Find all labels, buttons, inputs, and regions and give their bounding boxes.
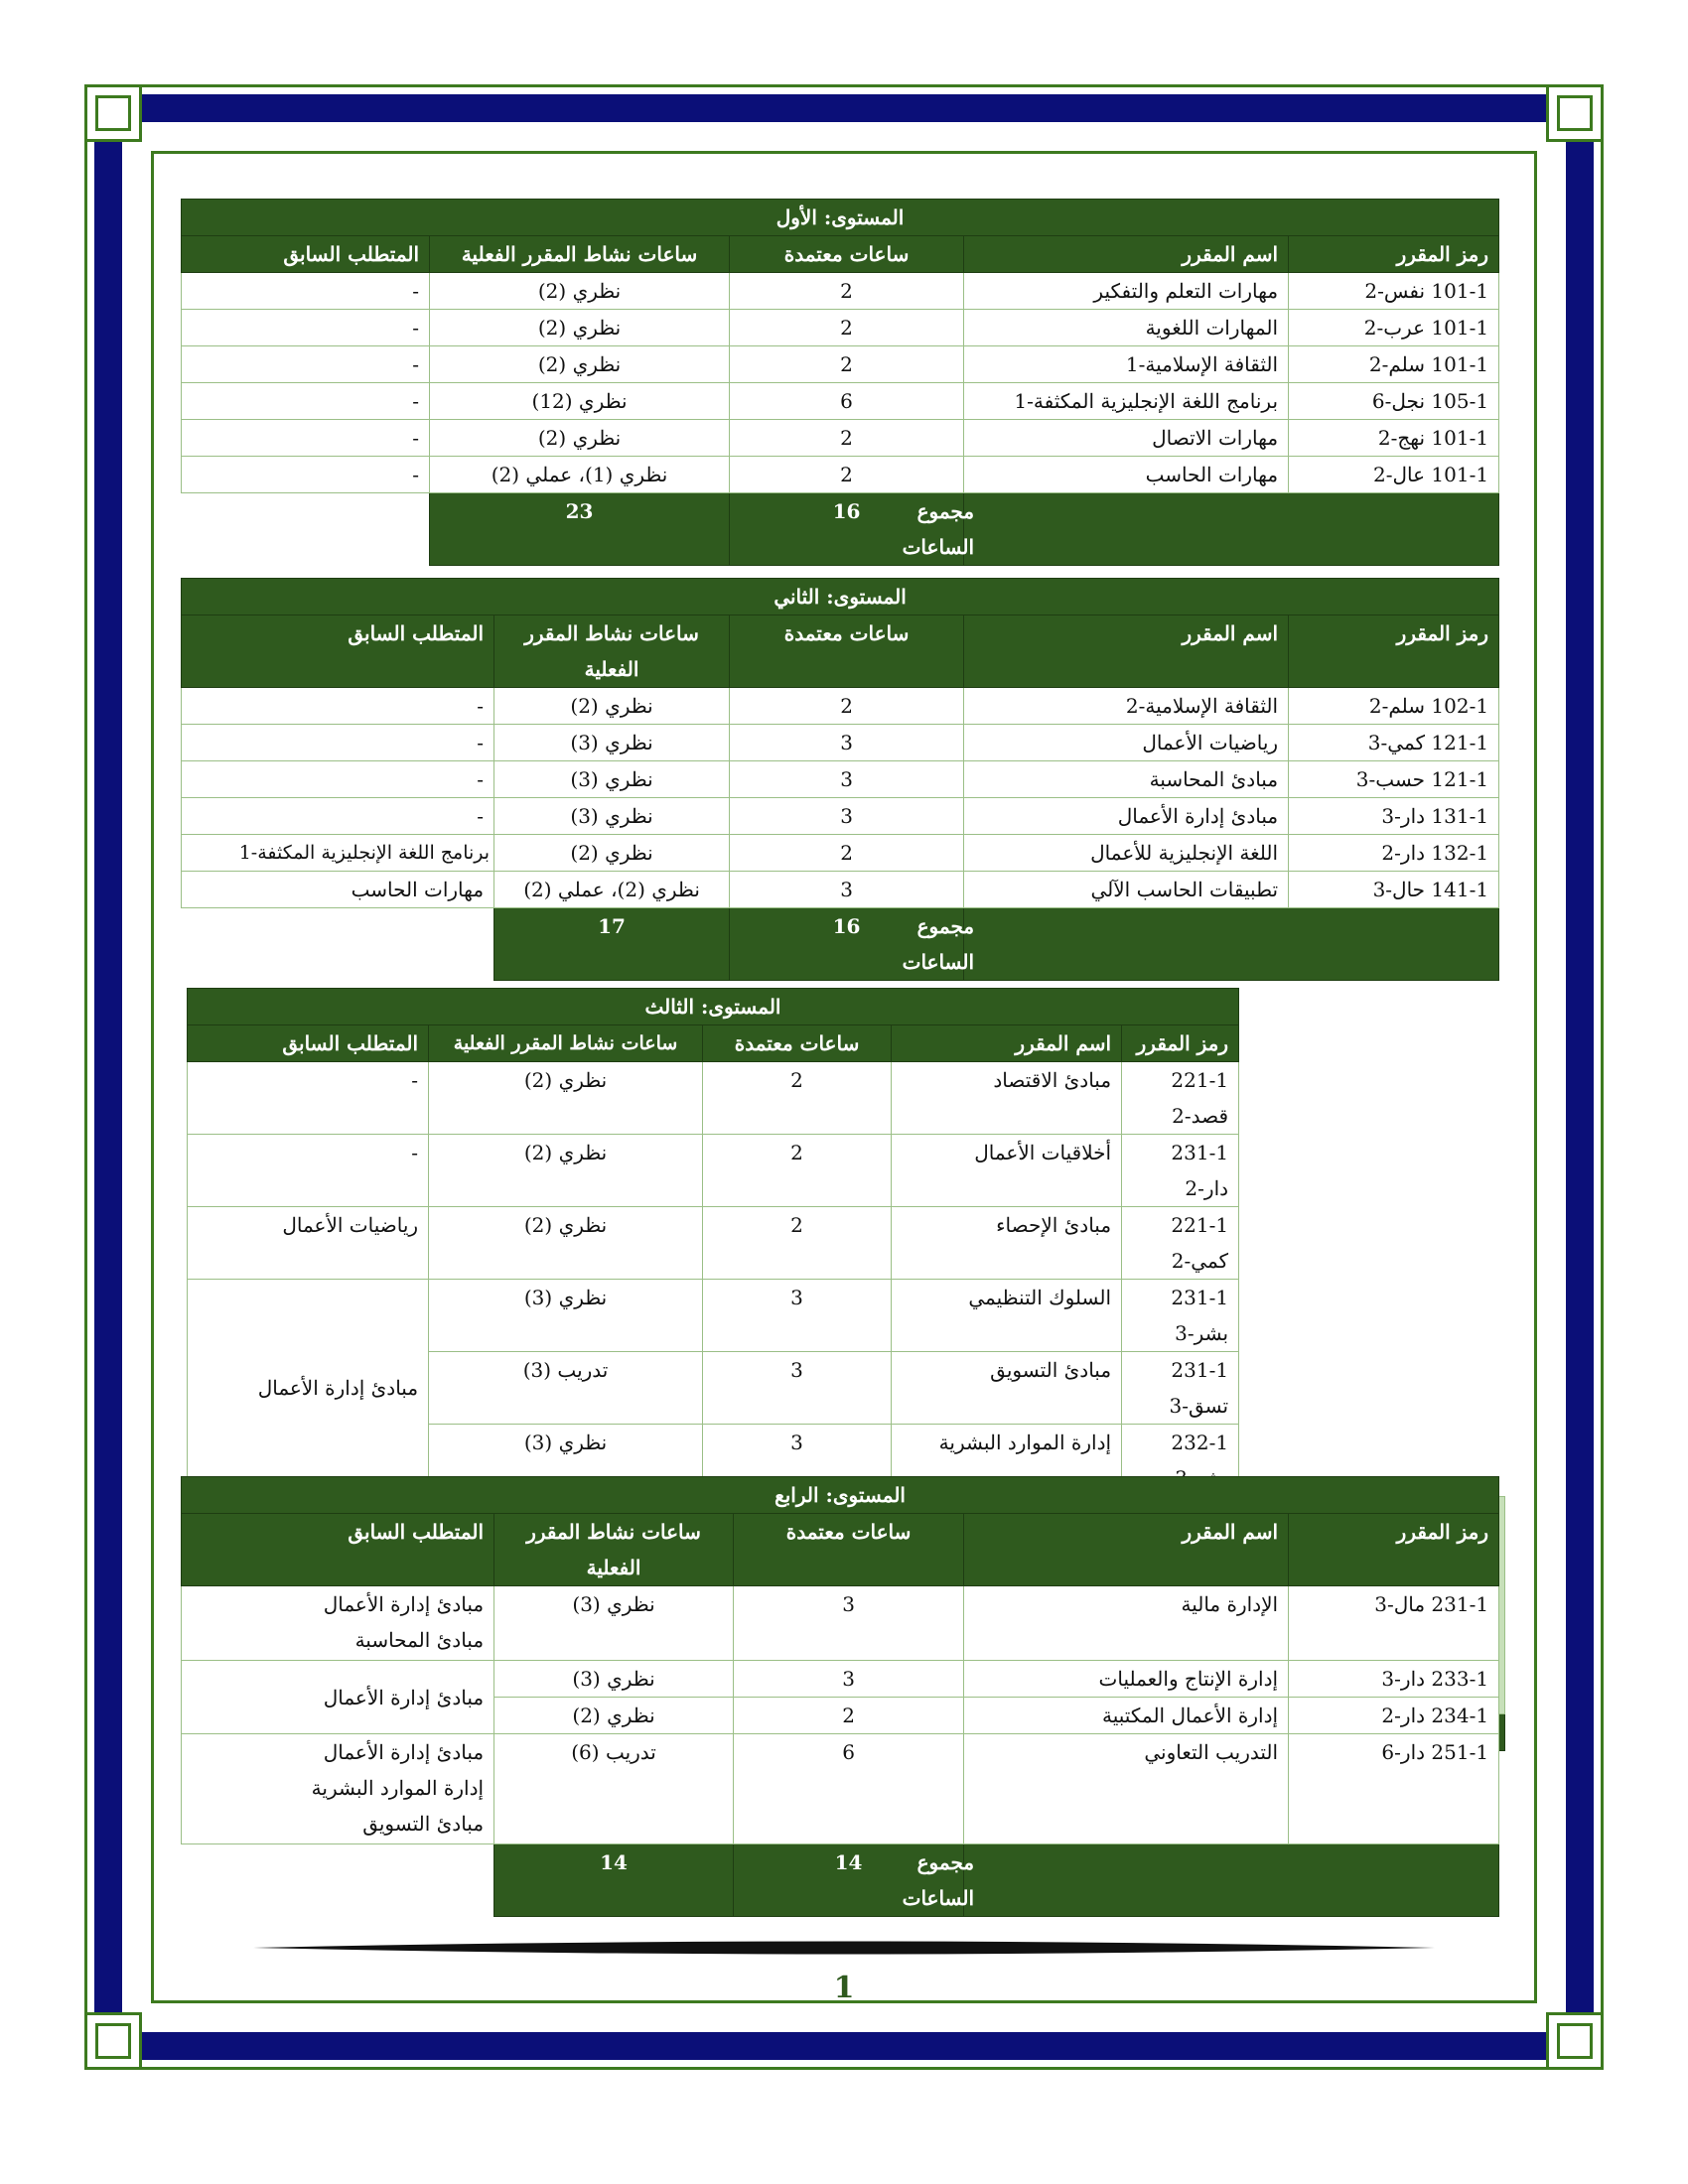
header-name: اسم المقرر [892,1025,1122,1062]
credit-hours: 2 [730,835,964,872]
course-code: 131-1 دار-3 [1289,798,1499,835]
prerequisite: - [188,1062,429,1135]
table-row [188,1062,1505,1135]
course-name: الإدارة مالية [964,1586,1289,1661]
activity-hours: نظري (2) [429,1062,703,1135]
activity-hours: نظري (2) [430,310,730,346]
course-code: 231-1 بشر-3 [1122,1280,1239,1352]
activity-hours: تدريب (3) [429,1352,703,1425]
prerequisite: - [182,383,430,420]
table-row [188,1135,1505,1207]
credit-hours: 2 [703,1135,892,1207]
header-activity-line2: الفعلية [584,657,639,681]
table-row [182,761,1499,798]
footer-separator [253,1941,1435,1955]
prerequisite: - [182,761,494,798]
header-activity-line1: ساعات نشاط المقرر [524,621,699,645]
credit-hours: 3 [730,725,964,761]
credit-hours: 3 [734,1586,964,1661]
course-name: برنامج اللغة الإنجليزية المكثفة-1 [964,383,1289,420]
course-code: 231-1 دار-2 [1122,1135,1239,1207]
activity-hours: نظري (12) [430,383,730,420]
activity-hours: نظري (3) [494,1661,734,1698]
total-credit: 14 [734,1844,964,1917]
level-title: المستوى: الثالث [188,989,1239,1025]
header-credit: ساعات معتمدة [703,1025,892,1062]
course-name: مبادئ المحاسبة [964,761,1289,798]
activity-hours: نظري (2) [430,273,730,310]
prerequisite: - [182,725,494,761]
credit-hours: 2 [730,273,964,310]
credit-hours: 3 [703,1352,892,1425]
course-code: 101-1 عال-2 [1289,457,1499,493]
course-code: 121-1 حسب-3 [1289,761,1499,798]
course-code: 101-1 نهج-2 [1289,420,1499,457]
table-row [182,310,1499,346]
total-row [182,493,1499,566]
activity-hours: نظري (1)، عملي (2) [430,457,730,493]
prerequisite-line: إدارة الموارد البشرية [311,1776,485,1800]
header-code: رمز المقرر [1289,615,1499,688]
course-name: مبادئ إدارة الأعمال [964,798,1289,835]
credit-hours: 2 [730,457,964,493]
header-name: اسم المقرر [964,615,1289,688]
table-row [182,420,1499,457]
credit-hours: 2 [703,1207,892,1280]
course-code: 231-1 مال-3 [1289,1586,1499,1661]
credit-hours: 3 [730,798,964,835]
prerequisite [182,1734,494,1844]
course-code: 101-1 عرب-2 [1289,310,1499,346]
credit-hours: 2 [703,1062,892,1135]
activity-hours: نظري (3) [494,1586,734,1661]
prerequisite: - [188,1135,429,1207]
course-name: مهارات التعلم والتفكير [964,273,1289,310]
credit-hours: 2 [730,346,964,383]
table-row [182,273,1499,310]
course-name: التدريب التعاوني [964,1734,1289,1844]
activity-hours: نظري (3) [494,798,730,835]
prerequisite-merged: مبادئ إدارة الأعمال [188,1280,429,1497]
total-activity: 14 [494,1844,734,1917]
prerequisite: - [182,457,430,493]
total-credit: 16 [730,908,964,981]
prerequisite: - [182,310,430,346]
total-label: مجموع الساعات [964,1844,1499,1917]
table-row [182,872,1499,908]
table-row [182,383,1499,420]
table-row [182,346,1499,383]
activity-hours: نظري (2) [429,1207,703,1280]
prerequisite: - [182,420,430,457]
course-code: 221-1 قصد-2 [1122,1062,1239,1135]
course-code: 105-1 نجل-6 [1289,383,1499,420]
header-code: رمز المقرر [1289,236,1499,273]
credit-hours: 3 [730,872,964,908]
level-1-table [181,199,1499,566]
total-label: مجموع الساعات [964,493,1499,566]
header-activity-line1: ساعات نشاط المقرر [526,1520,701,1544]
total-row [182,908,1499,981]
level-title: المستوى: الأول [182,200,1499,236]
credit-hours: 2 [730,310,964,346]
activity-hours: نظري (3) [429,1280,703,1352]
course-name: رياضيات الأعمال [964,725,1289,761]
header-code: رمز المقرر [1122,1025,1239,1062]
table-row [182,1661,1499,1698]
activity-hours: نظري (3) [429,1425,703,1497]
total-credit: 16 [730,493,964,566]
total-row [182,1844,1499,1917]
table-row [182,457,1499,493]
table-row [188,1280,1505,1352]
course-code: 251-1 دار-6 [1289,1734,1499,1844]
course-name: المهارات اللغوية [964,310,1289,346]
course-name: إدارة الأعمال المكتبية [964,1698,1289,1734]
header-prereq: المتطلب السابق [182,236,430,273]
course-name: مبادئ الإحصاء [892,1207,1122,1280]
prerequisite-line: مبادئ التسويق [362,1812,485,1836]
activity-hours: نظري (2) [430,346,730,383]
prerequisite-line: مبادئ المحاسبة [354,1628,485,1652]
course-code: 234-1 دار-2 [1289,1698,1499,1734]
table-row [182,798,1499,835]
header-activity [494,615,730,688]
level-2-table [181,578,1499,981]
prerequisite-merged: مبادئ إدارة الأعمال [182,1661,494,1734]
header-name: اسم المقرر [964,1514,1289,1586]
course-name: تطبيقات الحاسب الآلي [964,872,1289,908]
level-4-table [181,1476,1499,1917]
table-row [182,1586,1499,1661]
activity-hours: نظري (2) [429,1135,703,1207]
prerequisite: مهارات الحاسب [182,872,494,908]
course-code: 101-1 نفس-2 [1289,273,1499,310]
course-code: 221-1 كمي-2 [1122,1207,1239,1280]
credit-hours: 2 [730,688,964,725]
header-credit: ساعات معتمدة [730,236,964,273]
prerequisite [182,1586,494,1661]
corner-ornament-top-left [84,84,142,142]
activity-hours: نظري (2) [494,688,730,725]
page-number: 1 [833,1971,855,2005]
activity-hours: نظري (2) [494,835,730,872]
course-name: مبادئ الاقتصاد [892,1062,1122,1135]
header-activity-line2: الفعلية [586,1556,641,1579]
course-code: 102-1 سلم-2 [1289,688,1499,725]
course-code: 121-1 كمي-3 [1289,725,1499,761]
activity-hours: نظري (2) [494,1698,734,1734]
credit-hours: 6 [730,383,964,420]
header-activity: ساعات نشاط المقرر الفعلية [430,236,730,273]
level-title: المستوى: الرابع [182,1477,1499,1514]
prerequisite: - [182,798,494,835]
course-name: مهارات الحاسب [964,457,1289,493]
table-row [182,1734,1499,1844]
table-row [182,835,1499,872]
corner-ornament-bottom-left [84,2012,142,2070]
corner-ornament-bottom-right [1546,2012,1604,2070]
prerequisite-line: مبادئ إدارة الأعمال [323,1592,485,1616]
prerequisite: - [182,688,494,725]
table-row [182,688,1499,725]
credit-hours: 6 [734,1734,964,1844]
table-row [182,725,1499,761]
credit-hours: 3 [734,1661,964,1698]
prerequisite: - [182,273,430,310]
header-activity [494,1514,734,1586]
header-prereq: المتطلب السابق [182,1514,494,1586]
prerequisite: رياضيات الأعمال [188,1207,429,1280]
header-code: رمز المقرر [1289,1514,1499,1586]
course-code: 233-1 دار-3 [1289,1661,1499,1698]
credit-hours: 2 [730,420,964,457]
course-name: الثقافة الإسلامية-1 [964,346,1289,383]
header-prereq: المتطلب السابق [182,615,494,688]
course-code: 231-1 تسق-3 [1122,1352,1239,1425]
course-name: إدارة الإنتاج والعمليات [964,1661,1289,1698]
header-credit: ساعات معتمدة [734,1514,964,1586]
level-title: المستوى: الثاني [182,579,1499,615]
table-row [188,1207,1505,1280]
header-activity: ساعات نشاط المقرر الفعلية [429,1025,703,1062]
activity-hours: نظري (2)، عملي (2) [494,872,730,908]
prerequisite-line: مبادئ إدارة الأعمال [323,1740,485,1764]
course-code: 101-1 سلم-2 [1289,346,1499,383]
credit-hours: 3 [730,761,964,798]
course-name: إدارة الموارد البشرية [892,1425,1122,1497]
course-name: اللغة الإنجليزية للأعمال [964,835,1289,872]
header-credit: ساعات معتمدة [730,615,964,688]
header-name: اسم المقرر [964,236,1289,273]
prerequisite: - [182,346,430,383]
course-name: مهارات الاتصال [964,420,1289,457]
prerequisite: برنامج اللغة الإنجليزية المكثفة-1 [182,835,494,872]
activity-hours: نظري (3) [494,725,730,761]
credit-hours: 2 [734,1698,964,1734]
total-activity: 23 [430,493,730,566]
course-name: أخلاقيات الأعمال [892,1135,1122,1207]
course-name: السلوك التنظيمي [892,1280,1122,1352]
activity-hours: نظري (3) [494,761,730,798]
course-code: 141-1 حال-3 [1289,872,1499,908]
course-code: 132-1 دار-2 [1289,835,1499,872]
activity-hours: تدريب (6) [494,1734,734,1844]
activity-hours: نظري (2) [430,420,730,457]
header-prereq: المتطلب السابق [188,1025,429,1062]
credit-hours: 3 [703,1425,892,1497]
course-code: 232-1 [1122,1425,1239,1497]
course-name: مبادئ التسويق [892,1352,1122,1425]
credit-hours: 3 [703,1280,892,1352]
course-name: الثقافة الإسلامية-2 [964,688,1289,725]
corner-ornament-top-right [1546,84,1604,142]
total-activity: 17 [494,908,730,981]
total-label: مجموع الساعات [964,908,1499,981]
